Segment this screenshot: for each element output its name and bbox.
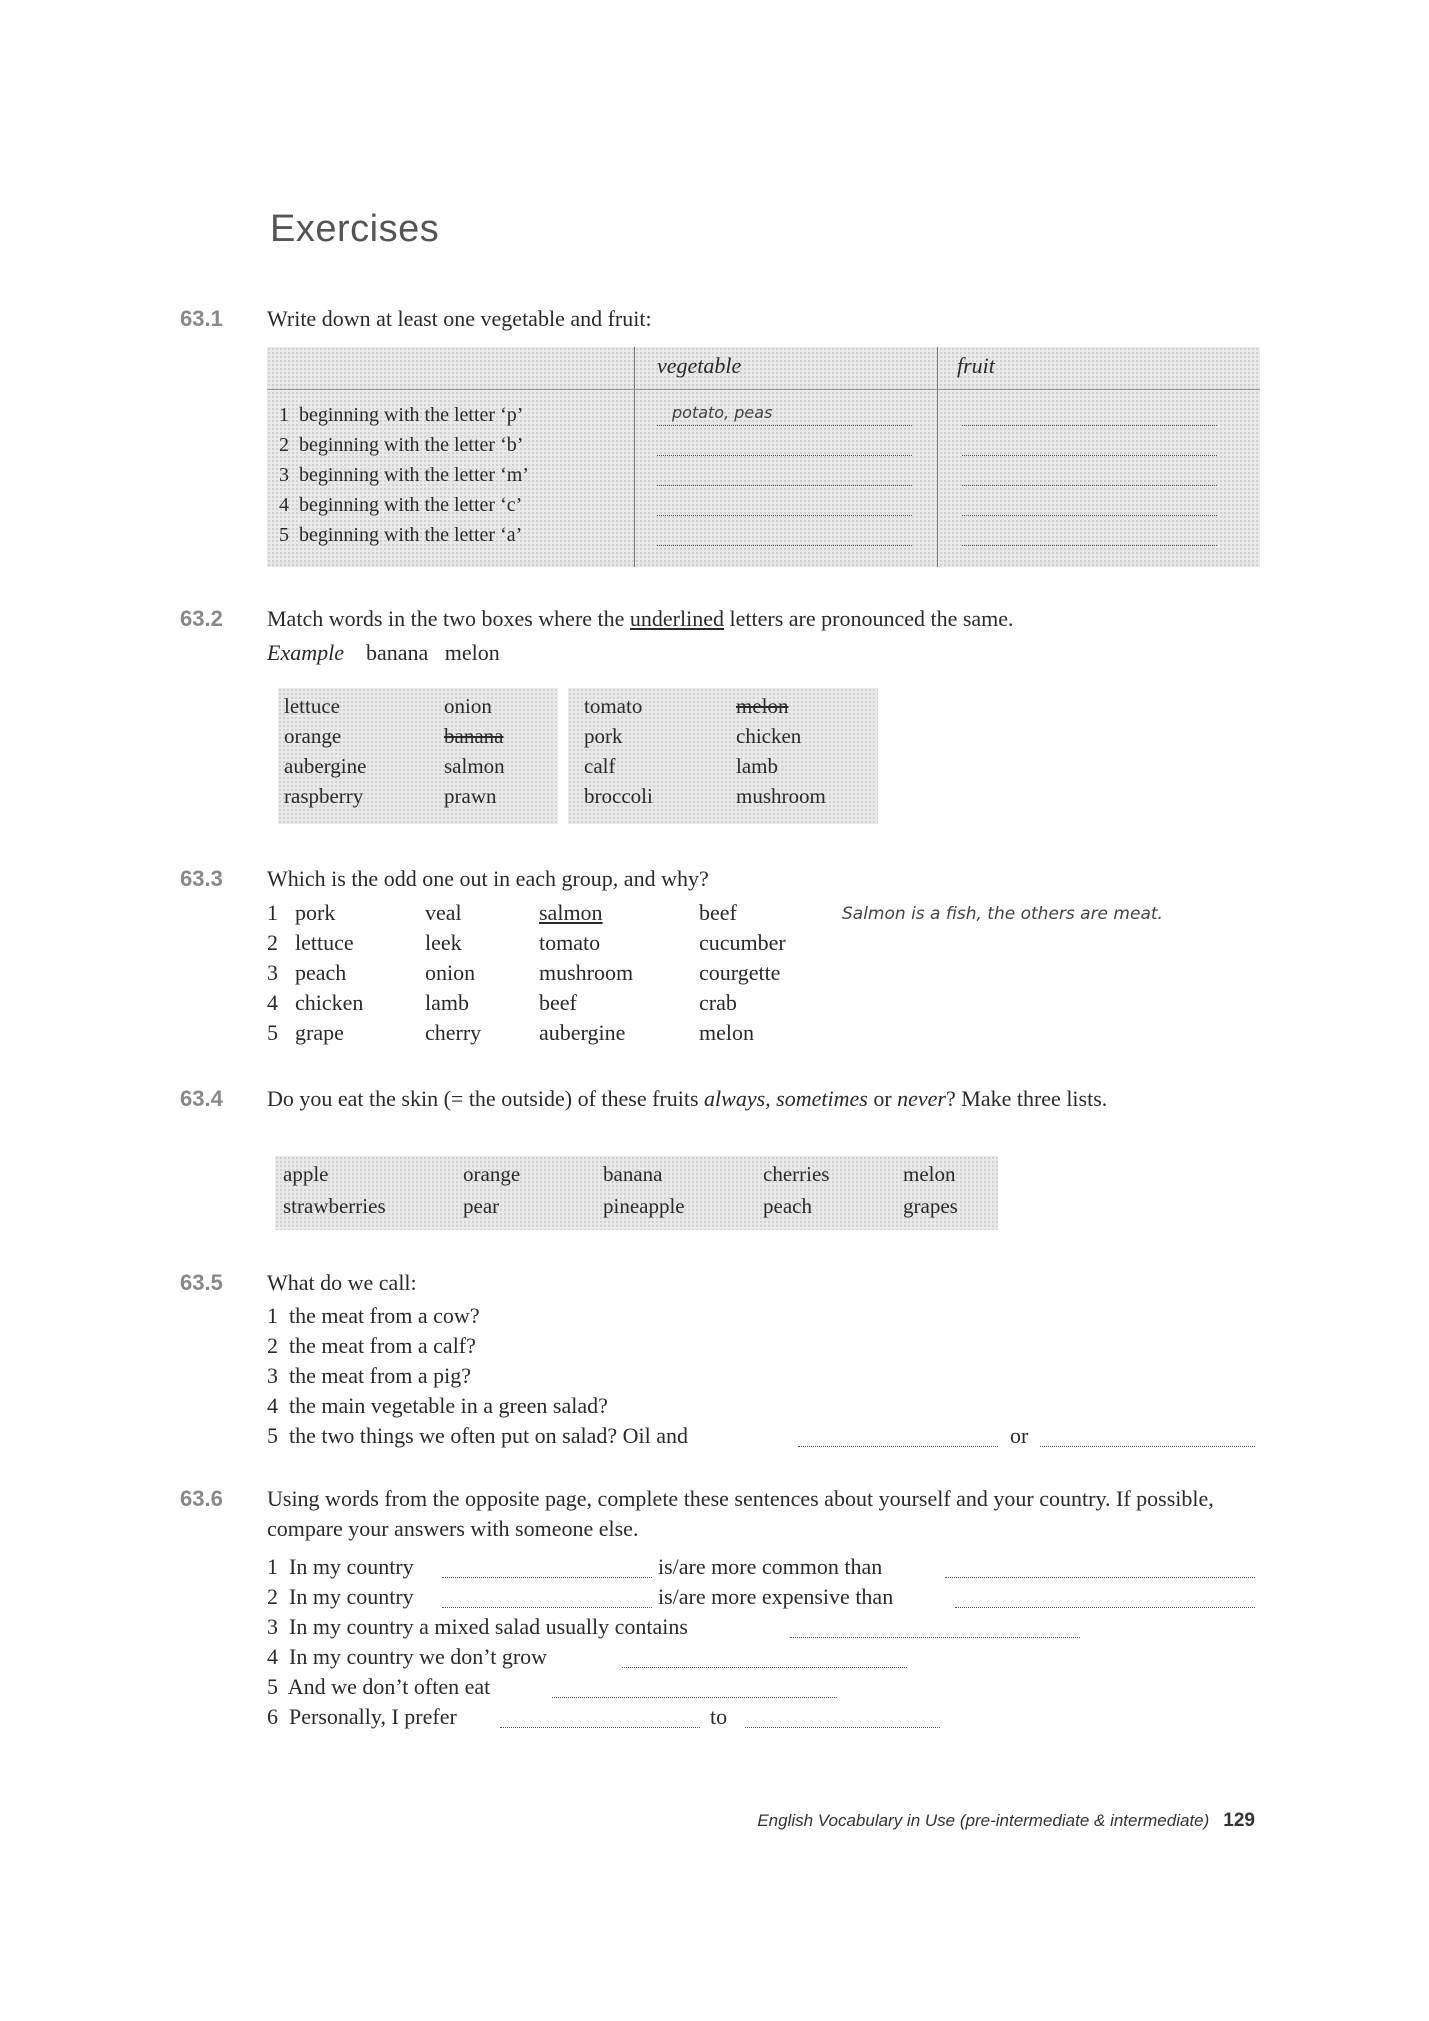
word-cell: lettuce (295, 930, 354, 955)
answer-blank[interactable] (657, 455, 912, 456)
answer-blank[interactable] (500, 1727, 700, 1728)
page-footer (757, 1810, 1255, 1832)
table-row: 4 beginning with the letter ‘c’ (279, 494, 523, 516)
word-cell: crab (699, 990, 737, 1015)
answer-blank[interactable] (962, 455, 1217, 456)
page-number: 129 (1223, 1810, 1255, 1831)
word-cell: aubergine (284, 754, 367, 778)
word-cell: chicken (736, 724, 802, 748)
exercise-instruction: Do you eat the skin (= the outside) of these fruits always, sometimes or never? Make three lists. (267, 1086, 1108, 1111)
list-item: 5 the two things we often put on salad? Oil and (267, 1423, 688, 1448)
exercise-instruction: What do we call: (267, 1270, 417, 1295)
or-label: or (1010, 1423, 1029, 1448)
word-cell: peach (763, 1194, 812, 1218)
table-row: 3 beginning with the letter ‘m’ (279, 464, 529, 486)
word-cell: cucumber (699, 930, 786, 955)
answer-blank[interactable] (657, 545, 912, 546)
word-boxes (278, 688, 878, 824)
exercise-instruction: Which is the odd one out in each group, and why? (267, 866, 709, 891)
word-cell: pork (295, 900, 336, 925)
list-item: 3 the meat from a pig? (267, 1363, 472, 1388)
answer-blank[interactable] (622, 1667, 907, 1668)
list-item: 1 the meat from a cow? (267, 1303, 480, 1328)
fruit-word-box (275, 1156, 998, 1230)
answer-blank[interactable] (798, 1446, 998, 1447)
word-cell: broccoli (584, 784, 653, 808)
list-item: 5 And we don’t often eat (267, 1674, 491, 1699)
column-header-vegetable: vegetable (657, 353, 742, 378)
page-title: Exercises (270, 208, 440, 250)
word-cell: peach (295, 960, 347, 985)
exercise-number: 63.1 (180, 306, 223, 331)
word-cell: lettuce (284, 694, 340, 718)
answer-blank[interactable] (657, 485, 912, 486)
exercise-instruction: Using words from the opposite page, complete these sentences about yourself and your country. If possible, compare your answers with someone else. (267, 1486, 1214, 1541)
word-cell: lamb (425, 990, 469, 1015)
word-cell: apple (283, 1162, 329, 1186)
sentence-part: to (710, 1704, 728, 1729)
word-cell: salmon (444, 754, 505, 778)
list-item: 2 In my country (267, 1584, 414, 1609)
handwritten-answer: Salmon is a fish, the others are meat. (842, 904, 1163, 924)
answer-blank[interactable] (657, 515, 912, 516)
word-cell: prawn (444, 784, 497, 808)
row-number: 1 (267, 900, 278, 925)
exercise-number: 63.3 (180, 866, 223, 891)
word-cell: aubergine (539, 1020, 626, 1045)
word-cell: tomato (539, 930, 601, 955)
answer-blank[interactable] (962, 485, 1217, 486)
table-row: 1 beginning with the letter ‘p’ (279, 404, 524, 426)
answer-blank[interactable] (552, 1697, 837, 1698)
table-row: 2 beginning with the letter ‘b’ (279, 434, 524, 456)
row-number: 4 (267, 990, 278, 1015)
exercise-number: 63.6 (180, 1486, 223, 1511)
list-item: 1 In my country (267, 1554, 414, 1579)
word-cell: onion (444, 694, 492, 718)
example-line: Example banana melon (267, 640, 500, 665)
word-cell: cherry (425, 1020, 482, 1045)
answer-blank[interactable] (790, 1637, 1080, 1638)
word-cell: raspberry (284, 784, 364, 808)
vocab-table (267, 347, 1260, 567)
table-row: 5 beginning with the letter ‘a’ (279, 524, 523, 546)
word-cell: calf (584, 754, 616, 778)
column-header-fruit: fruit (957, 353, 995, 378)
row-number: 2 (267, 930, 278, 955)
word-cell: melon (903, 1162, 956, 1186)
answer-blank[interactable] (945, 1577, 1255, 1578)
word-cell: banana (603, 1162, 663, 1186)
word-cell: banana (444, 724, 504, 748)
word-cell: pineapple (603, 1194, 685, 1218)
sentence-part: is/are more expensive than (658, 1584, 894, 1609)
list-item: 6 Personally, I prefer (267, 1704, 457, 1729)
exercise-instruction: Write down at least one vegetable and fruit: (267, 306, 652, 331)
exercise-number: 63.2 (180, 606, 223, 631)
word-cell: orange (284, 724, 342, 748)
odd-one-out-table (267, 900, 1267, 1060)
word-cell: melon (736, 694, 789, 718)
word-cell: mushroom (539, 960, 634, 985)
sentence-part: is/are more common than (658, 1554, 883, 1579)
word-cell: mushroom (736, 784, 826, 808)
answer-blank[interactable] (955, 1607, 1255, 1608)
answer-blank[interactable] (657, 425, 912, 426)
word-cell: grapes (903, 1194, 958, 1218)
exercise-number: 63.4 (180, 1086, 223, 1111)
word-cell: beef (539, 990, 577, 1015)
word-cell: leek (425, 930, 462, 955)
answer-blank[interactable] (962, 515, 1217, 516)
list-item: 2 the meat from a calf? (267, 1333, 476, 1358)
word-cell: courgette (699, 960, 781, 985)
answer-blank[interactable] (1040, 1446, 1255, 1447)
word-cell: pear (463, 1194, 500, 1218)
word-cell: beef (699, 900, 737, 925)
answer-blank[interactable] (745, 1727, 940, 1728)
word-cell: pork (584, 724, 623, 748)
word-cell: lamb (736, 754, 778, 778)
answer-blank[interactable] (962, 545, 1217, 546)
list-item: 4 the main vegetable in a green salad? (267, 1393, 608, 1418)
exercise-number: 63.5 (180, 1270, 223, 1295)
word-cell: orange (463, 1162, 521, 1186)
list-item: 3 In my country a mixed salad usually contains (267, 1614, 688, 1639)
word-cell: strawberries (283, 1194, 386, 1218)
word-cell: cherries (763, 1162, 830, 1186)
row-number: 3 (267, 960, 278, 985)
word-cell: salmon (539, 900, 603, 925)
word-cell: chicken (295, 990, 364, 1015)
answer-blank[interactable] (442, 1607, 652, 1608)
book-title: English Vocabulary in Use (pre-intermediate & intermediate) (757, 1811, 1210, 1830)
word-cell: veal (425, 900, 462, 925)
list-item: 4 In my country we don’t grow (267, 1644, 548, 1669)
answer-blank[interactable] (962, 425, 1217, 426)
row-number: 5 (267, 1020, 278, 1045)
word-cell: onion (425, 960, 476, 985)
exercise-instruction: Match words in the two boxes where the underlined letters are pronounced the same. (267, 606, 1014, 631)
handwritten-answer: potato, peas (672, 403, 773, 422)
word-cell: grape (295, 1020, 344, 1045)
answer-blank[interactable] (442, 1577, 652, 1578)
word-cell: tomato (584, 694, 643, 718)
word-cell: melon (699, 1020, 754, 1045)
